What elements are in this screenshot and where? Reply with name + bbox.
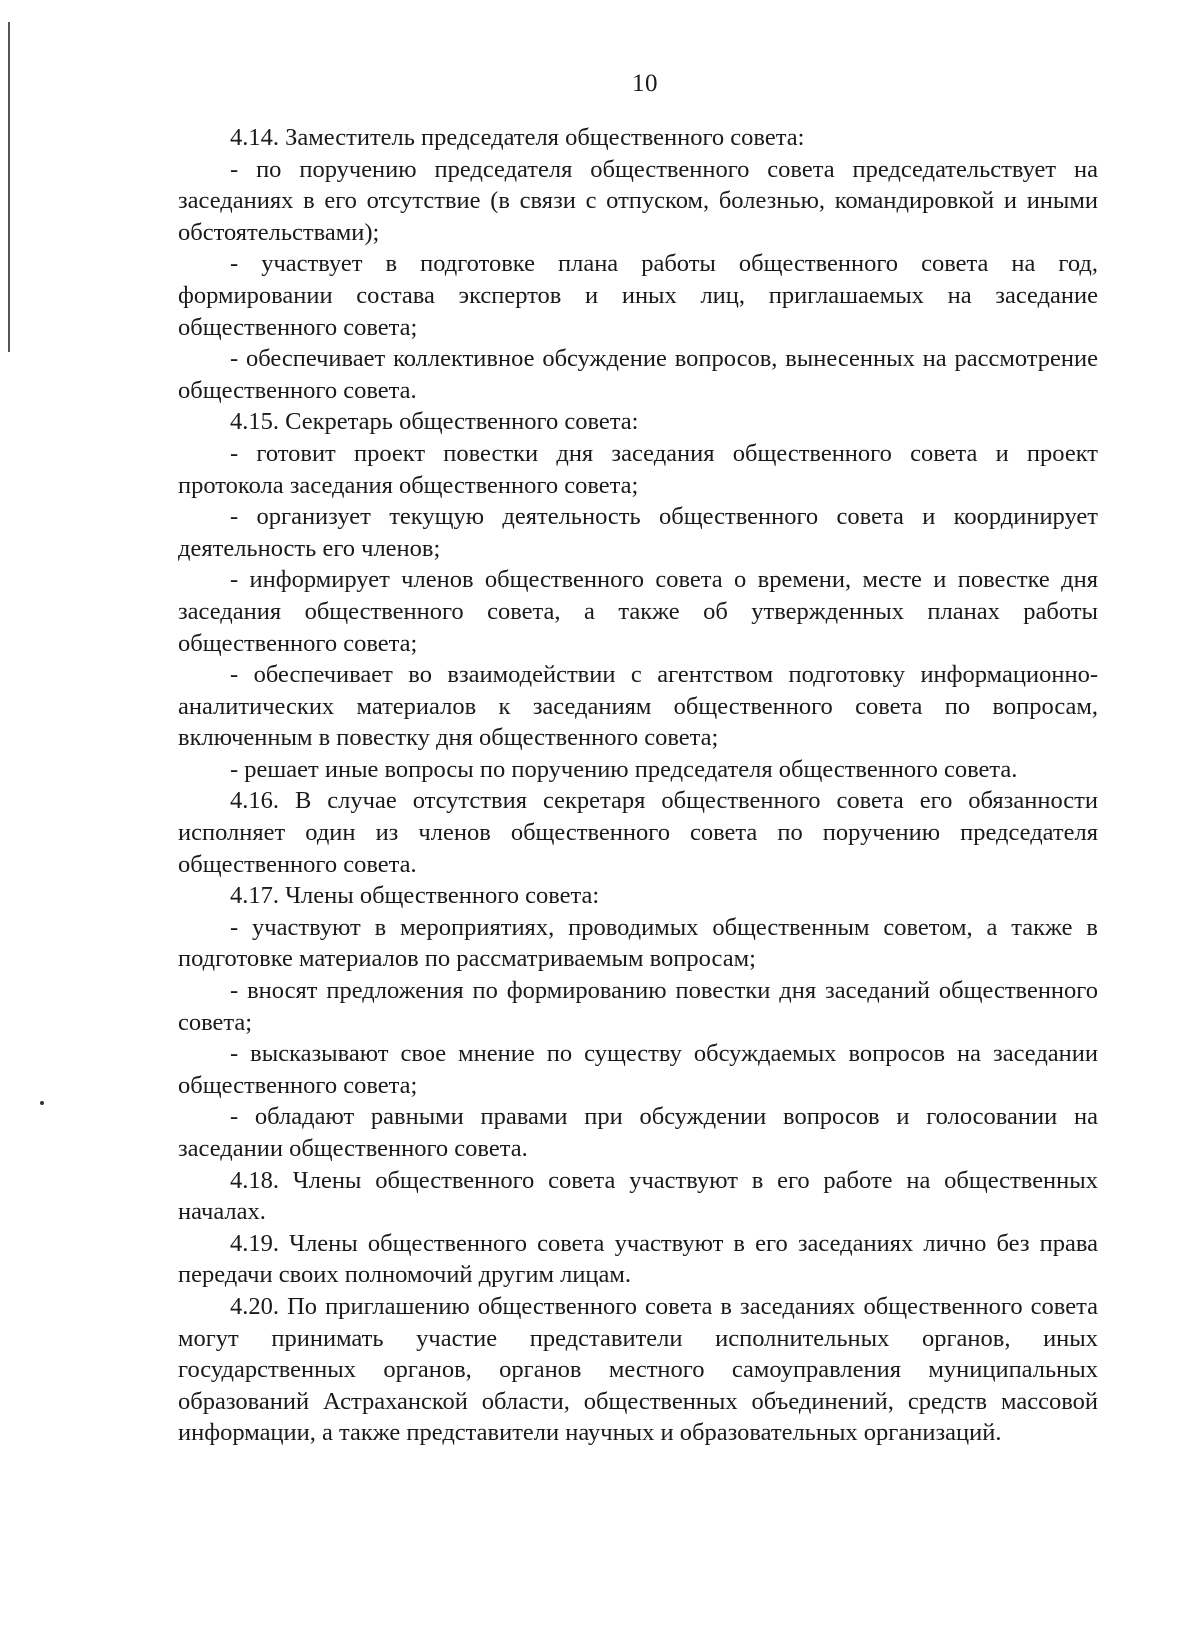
paragraph-item: - высказывают свое мнение по существу обсуждаемых вопросов на заседании общественного совета; [178,1040,1098,1099]
paragraph-item: - участвуют в мероприятиях, проводимых общественным советом, а также в подготовке материалов по рассматриваемым вопросам; [178,913,1098,973]
paragraph-4-18: 4.18. Члены общественного совета участвуют в его работе на общественных началах. [178,1166,1098,1226]
page-number: 10 [632,70,658,97]
scan-speck [40,1101,44,1105]
paragraph-item: - готовит проект повестки дня заседания общественного совета и проект протокола заседания общественного совета; [178,439,1098,499]
paragraph-item: - по поручению председателя общественного совета председательствует на заседаниях в его отсутствие (в связи с отпуском, болезнью, командировкой и иными обстоятельствами); [178,155,1098,246]
paragraph-item: - информирует членов общественного совета о времени, месте и повестке дня заседания общественного совета, а также об утвержденных планах работы общественного совета; [178,566,1098,657]
paragraph-item: - организует текущую деятельность общественного совета и координирует деятельность его членов; [178,503,1098,562]
paragraph-4-19: 4.19. Члены общественного совета участвуют в его заседаниях лично без права передачи своих полномочий другим лицам. [178,1229,1098,1289]
paragraph-item: - обеспечивает во взаимодействии с агентством подготовку информационно-аналитических материалов к заседаниям общественного совета по вопросам, включенным в повестку дня общественного совета; [178,661,1098,752]
paragraph-item: - обладают равными правами при обсуждении вопросов и голосовании на заседании общественного совета. [178,1103,1098,1162]
paragraph-4-16: 4.16. В случае отсутствия секретаря общественного совета его обязанности исполняет один из членов общественного совета по поручению председателя общественного совета. [178,787,1098,878]
paragraph-4-20: 4.20. По приглашению общественного совета в заседаниях общественного совета могут принимать участие представители исполнительных органов, иных государственных органов, органов местного самоуправления муниципальных образований Астраханской области, общественных объединений, средств массовой информации, а также представители научных и образовательных организаций. [178,1292,1098,1447]
paragraph-item: - обеспечивает коллективное обсуждение вопросов, вынесенных на рассмотрение общественного совета. [178,345,1098,404]
paragraph-4-14: 4.14. Заместитель председателя общественного совета: [230,124,805,151]
paragraph-4-17: 4.17. Члены общественного совета: [230,882,600,910]
paragraph-item: - вносят предложения по формированию повестки дня заседаний общественного совета; [178,977,1098,1036]
paragraph-item: - решает иные вопросы по поручению председателя общественного совета. [230,755,1018,783]
paragraph-4-15: 4.15. Секретарь общественного совета: [230,408,639,436]
document-body [178,122,1098,1449]
paragraph-item: - участвует в подготовке плана работы общественного совета на год, формировании состава экспертов и иных лиц, приглашаемых на заседание общественного совета; [178,250,1098,341]
